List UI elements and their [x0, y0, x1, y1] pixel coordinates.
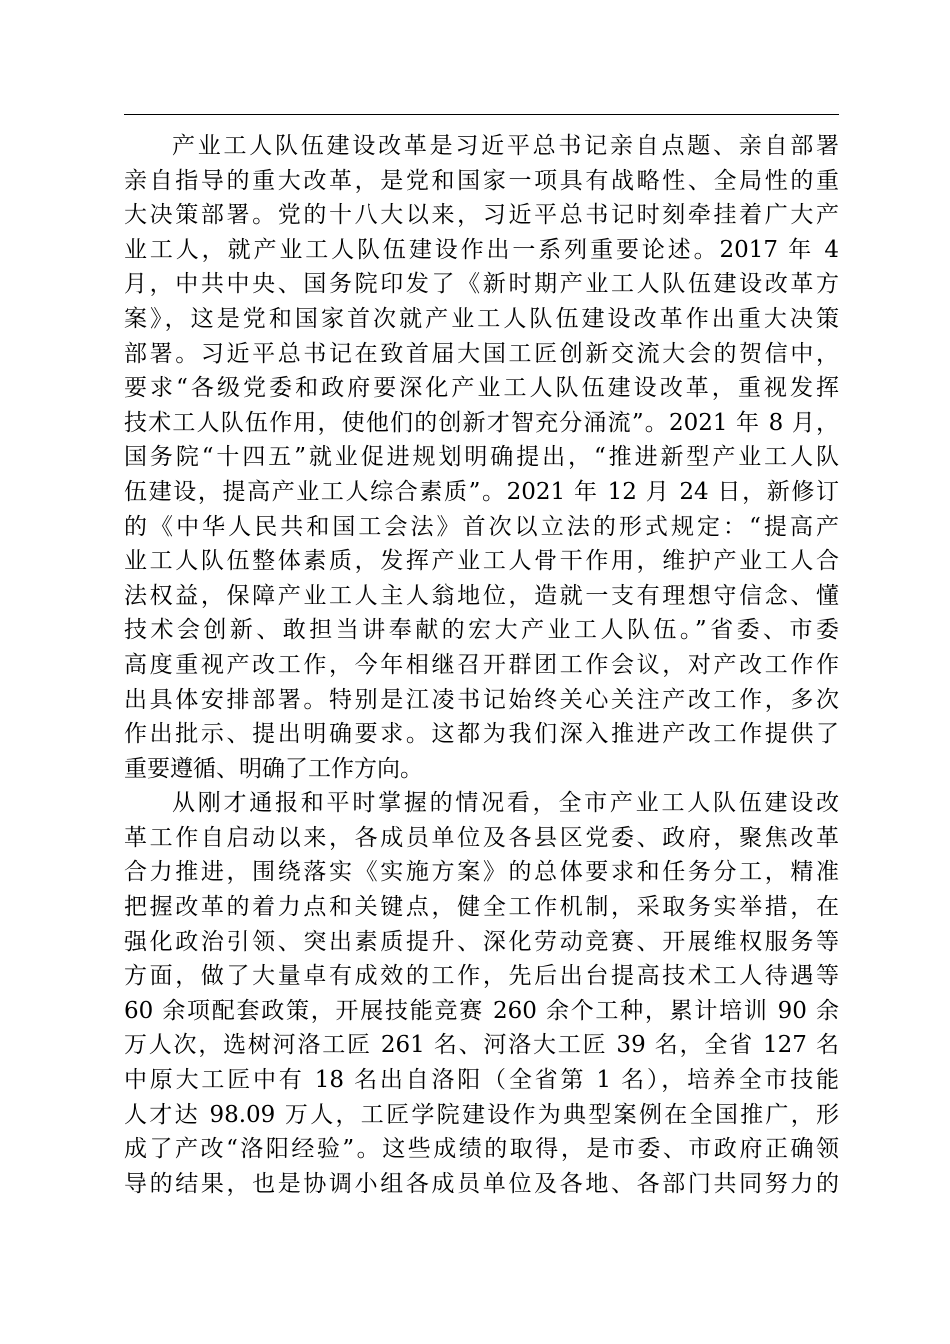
text-line: 国务院“十四五”就业促进规划明确提出，“推进新型产业工人队 — [124, 444, 839, 471]
text-line: 亲自指导的重大改革，是党和国家一项具有战略性、全局性的重 — [124, 167, 839, 194]
text-line: 方面，做了大量卓有成效的工作，先后出台提高技术工人待遇等 — [124, 963, 839, 990]
text-line: 强化政治引领、突出素质提升、深化劳动竞赛、开展维权服务等 — [124, 928, 839, 955]
text-line: 万人次，选树河洛工匠 261 名、河洛大工匠 39 名，全省 127 名 — [124, 1032, 839, 1059]
text-line: 产业工人队伍建设改革是习近平总书记亲自点题、亲自部署 — [172, 133, 839, 159]
body-text — [124, 129, 839, 1201]
text-line: 合力推进，围绕落实《实施方案》的总体要求和任务分工，精准 — [124, 859, 839, 886]
text-line: 业工人，就产业工人队伍建设作出一系列重要论述。2017 年 4 — [124, 236, 839, 263]
text-line: 案》，这是党和国家首次就产业工人队伍建设改革作出重大决策 — [124, 305, 839, 332]
text-line: 把握改革的着力点和关键点，健全工作机制，采取务实举措，在 — [124, 894, 839, 921]
text-line: 人才达 98.09 万人，工匠学院建设作为典型案例在全国推广，形 — [124, 1101, 839, 1128]
text-line: 出具体安排部署。特别是江凌书记始终关心关注产改工作，多次 — [124, 686, 839, 713]
text-line: 从刚才通报和平时掌握的情况看，全市产业工人队伍建设改 — [172, 790, 839, 817]
header-rule — [124, 114, 839, 115]
text-line: 成了产改“洛阳经验”。这些成绩的取得，是市委、市政府正确领 — [124, 1136, 839, 1163]
text-line: 大决策部署。党的十八大以来，习近平总书记时刻牵挂着广大产 — [124, 202, 839, 229]
text-line: 高度重视产改工作，今年相继召开群团工作会议，对产改工作作 — [124, 651, 839, 678]
text-line: 中原大工匠中有 18 名出自洛阳（全省第 1 名），培养全市技能 — [124, 1067, 839, 1094]
text-line: 的《中华人民共和国工会法》首次以立法的形式规定：“提高产 — [124, 513, 839, 540]
paragraph-1 — [124, 129, 839, 786]
text-line: 业工人队伍整体素质，发挥产业工人骨干作用，维护产业工人合 — [124, 548, 839, 575]
paragraph-2 — [124, 786, 839, 1201]
text-line: 要求“各级党委和政府要深化产业工人队伍建设改革，重视发挥 — [124, 375, 839, 402]
text-line: 重要遵循、明确了工作方向。 — [124, 755, 423, 782]
text-line: 作出批示、提出明确要求。这都为我们深入推进产改工作提供了 — [124, 721, 839, 748]
text-line: 革工作自启动以来，各成员单位及各县区党委、政府，聚焦改革 — [124, 824, 839, 851]
text-line: 部署。习近平总书记在致首届大国工匠创新交流大会的贺信中， — [124, 340, 839, 367]
text-line: 月，中共中央、国务院印发了《新时期产业工人队伍建设改革方 — [124, 271, 839, 298]
text-line: 法权益，保障产业工人主人翁地位，造就一支有理想守信念、懂 — [124, 582, 839, 609]
text-line: 伍建设，提高产业工人综合素质”。2021 年 12 月 24 日，新修订 — [124, 478, 839, 505]
text-line: 技术工人队伍作用，使他们的创新才智充分涌流”。2021 年 8 月， — [124, 409, 839, 436]
text-line: 技术会创新、敢担当讲奉献的宏大产业工人队伍。”省委、市委 — [124, 617, 839, 644]
text-line: 导的结果，也是协调小组各成员单位及各地、各部门共同努力的 — [124, 1170, 839, 1197]
text-line: 60 余项配套政策，开展技能竞赛 260 余个工种，累计培训 90 余 — [124, 997, 839, 1024]
